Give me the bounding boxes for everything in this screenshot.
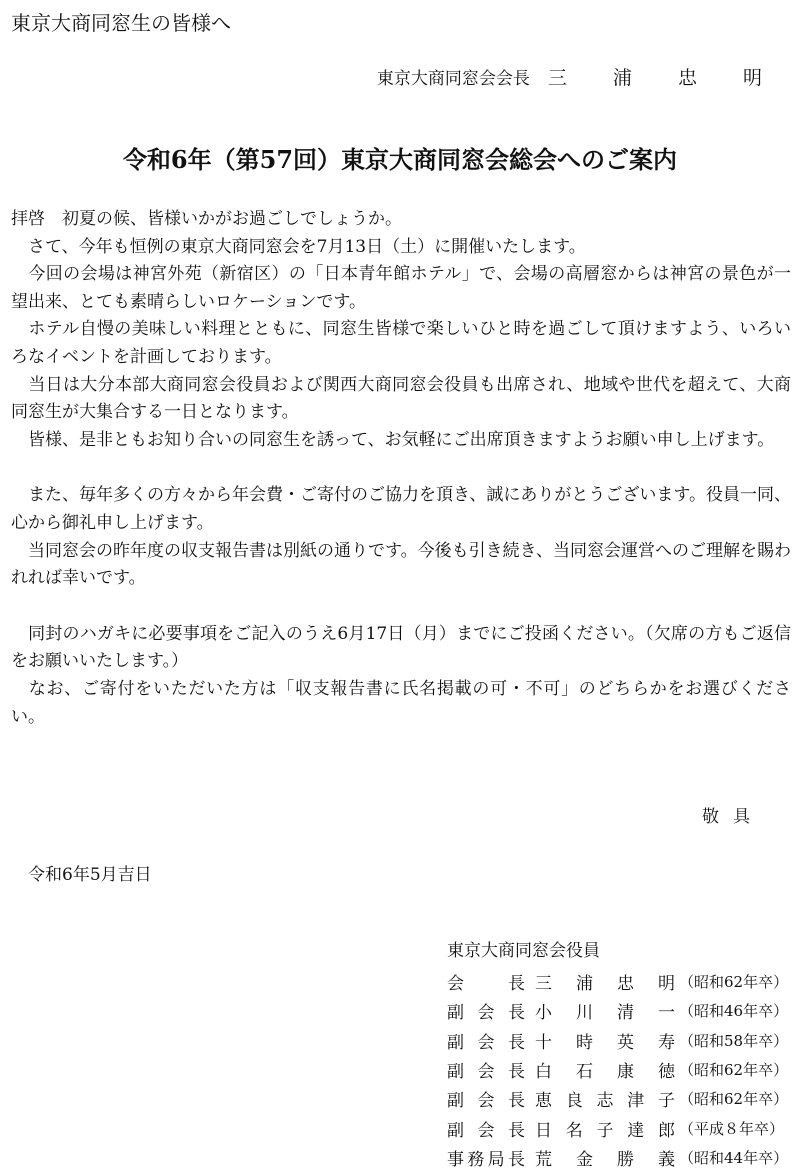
paragraph-greeting: 拝啓 初夏の候、皆様いかがお過ごしでしょうか。 (11, 209, 402, 229)
paragraph-attendees: 当日は大分本部大商同窓会役員および関西大商同窓会役員も出席され、地域や世代を超えて、大商同窓生が大集合する一日となります。 (11, 374, 791, 423)
paragraph-reply-card: 同封のハガキに必要事項をご記入のうえ6月17日（月）までにご投函ください。（欠席の方もご返信をお願いいたします。） (11, 623, 791, 672)
officer-row (447, 1113, 788, 1142)
officer-row (447, 996, 788, 1025)
paragraph-gap (11, 454, 791, 482)
officer-role: 副会長 (447, 1062, 525, 1083)
officers-table (447, 967, 788, 1172)
paragraph-food-events: ホテル自慢の美味しい料理とともに、同窓生皆様で楽しいひと時を過ごして頂けますよう、いろいろなイベントを計画しております。 (11, 319, 791, 367)
officer-name: 白石康徳 (535, 1062, 675, 1083)
officer-graduation: （昭和46年卒） (679, 1002, 789, 1021)
officer-graduation: （昭和62年卒） (679, 1061, 789, 1080)
officer-name: 小川清一 (535, 1003, 675, 1024)
sender-title: 東京大商同窓会会長 (376, 69, 530, 89)
officer-role: 会長 (447, 974, 525, 995)
letter-date: 令和6年5月吉日 (28, 865, 152, 885)
sender-line (377, 64, 782, 93)
officer-role: 事務局長 (447, 1149, 525, 1170)
paragraph-report: 当同窓会の昨年度の収支報告書は別紙の通りです。今後も引き続き、当同窓会運営へのご理解を賜われれば幸いです。 (11, 540, 791, 589)
officer-name: 日名子達郎 (535, 1120, 675, 1141)
officer-name: 恵良志津子 (535, 1091, 675, 1112)
officer-role: 副会長 (447, 1091, 525, 1112)
paragraph-invitation: 皆様、是非ともお知り合いの同窓生を誘って、お気軽にご出席頂きますようお願い申し上げます。 (11, 429, 775, 450)
officer-role: 副会長 (447, 1003, 525, 1024)
officer-row (447, 967, 788, 996)
officer-graduation: （平成８年卒） (679, 1119, 785, 1138)
officer-row (447, 1055, 788, 1084)
officer-role: 副会長 (447, 1120, 525, 1141)
officer-graduation: （昭和62年卒） (679, 973, 789, 992)
paragraph-event-date: さて、今年も恒例の東京大商同窓会を7月13日（土）に開催いたします。 (11, 236, 586, 257)
officer-graduation: （昭和44年卒） (679, 1148, 789, 1167)
officer-row (447, 1026, 788, 1055)
salutation: 東京大商同窓生の皆様へ (11, 11, 231, 35)
paragraph-venue: 今回の会場は神宮外苑（新宿区）の「日本青年館ホテル」で、会場の高層窓からは神宮の景色が一望出来、とても素晴らしいロケーションです。 (11, 264, 791, 312)
officers-heading: 東京大商同窓会役員 (447, 941, 600, 961)
officer-graduation: （昭和62年卒） (679, 1090, 789, 1109)
paragraph-thanks: また、毎年多くの方々から年会費・ご寄付のご協力を頂き、誠にありがとうございます。役員一同、心から御礼申し上げます。 (11, 485, 791, 533)
officer-graduation: （昭和58年卒） (679, 1031, 789, 1050)
officer-row (447, 1143, 788, 1172)
paragraph-donation-choice: なお、ご寄付をいただいた方は「収支報告書に氏名掲載の可・不可」のどちらかをお選びください。 (11, 678, 791, 727)
paragraph-gap (11, 593, 791, 621)
officers-list (447, 937, 792, 1172)
officer-name: 十時英寿 (535, 1032, 675, 1053)
sender-name: 三 浦 忠 明 (547, 67, 782, 89)
letter-body (11, 206, 791, 731)
officer-row (447, 1084, 788, 1113)
officer-name: 三浦忠明 (535, 974, 675, 995)
document-title: 令和6年（第57回）東京大商同窓会総会へのご案内 (122, 145, 678, 174)
officer-role: 副会長 (447, 1032, 525, 1053)
officer-name: 荒金勝義 (535, 1149, 675, 1170)
closing-phrase: 敬具 (702, 807, 764, 827)
